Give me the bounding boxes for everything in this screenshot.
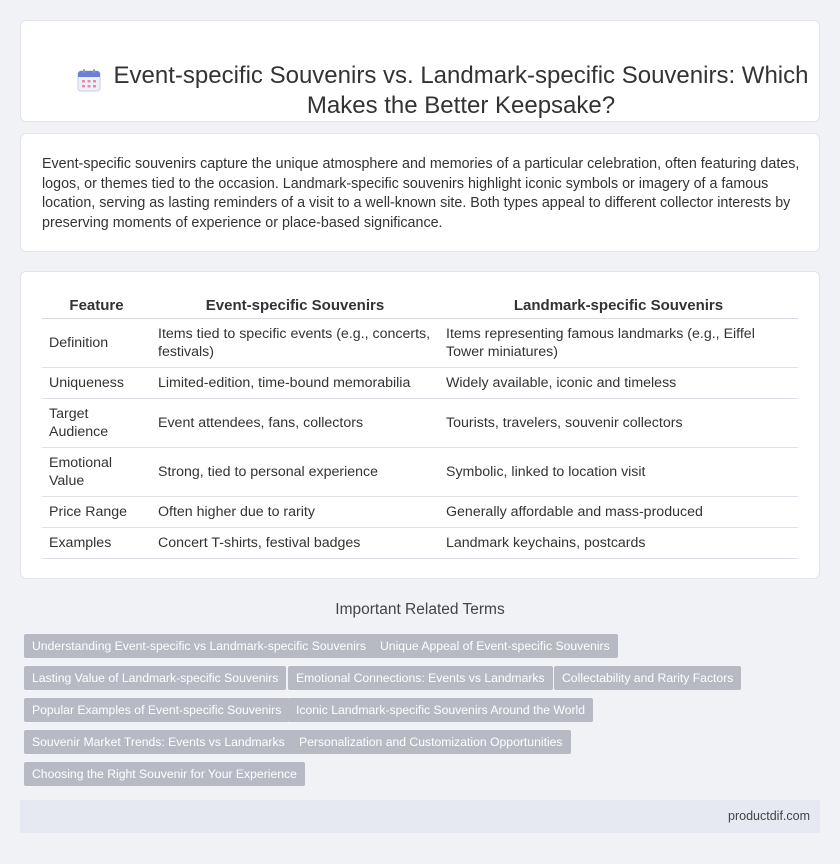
table-cell: Limited-edition, time-bound memorabilia <box>151 367 439 398</box>
page-title: Event-specific Souvenirs vs. Landmark-specific Souvenirs: Which Makes the Better Keepsake? <box>113 62 809 119</box>
table-cell: Definition <box>42 318 151 367</box>
related-terms-heading: Important Related Terms <box>335 601 505 618</box>
table-cell: Event attendees, fans, collectors <box>151 398 439 447</box>
table-row <box>42 447 798 496</box>
related-term-tag[interactable]: Emotional Connections: Events vs Landmarks <box>288 666 553 690</box>
related-term-tag[interactable]: Understanding Event-specific vs Landmark-specific Souvenirs <box>24 634 374 658</box>
table-cell: Target Audience <box>42 398 151 447</box>
table-cell: Symbolic, linked to location visit <box>439 447 798 496</box>
table-cell: Uniqueness <box>42 367 151 398</box>
footer-site-link[interactable]: productdif.com <box>728 809 810 823</box>
table-cell: Items tied to specific events (e.g., concerts, festivals) <box>151 318 439 367</box>
header-event: Event-specific Souvenirs <box>151 294 439 318</box>
related-term-tag[interactable]: Personalization and Customization Opportunities <box>291 730 571 754</box>
related-term-tag[interactable]: Choosing the Right Souvenir for Your Experience <box>24 762 305 786</box>
table-row <box>42 318 798 367</box>
table-cell: Price Range <box>42 496 151 527</box>
related-term-tag[interactable]: Collectability and Rarity Factors <box>554 666 741 690</box>
table-cell: Widely available, iconic and timeless <box>439 367 798 398</box>
table-cell: Strong, tied to personal experience <box>151 447 439 496</box>
table-cell: Generally affordable and mass-produced <box>439 496 798 527</box>
table-header-row <box>42 294 798 318</box>
table-cell: Examples <box>42 527 151 558</box>
table-row <box>42 398 798 447</box>
related-term-tag[interactable]: Lasting Value of Landmark-specific Souvenirs <box>24 666 286 690</box>
header-landmark: Landmark-specific Souvenirs <box>439 294 798 318</box>
related-term-tag[interactable]: Unique Appeal of Event-specific Souvenirs <box>372 634 618 658</box>
table-cell: Tourists, travelers, souvenir collectors <box>439 398 798 447</box>
table-row <box>42 527 798 558</box>
intro-card <box>20 133 820 252</box>
related-term-tag[interactable]: Souvenir Market Trends: Events vs Landmarks <box>24 730 293 754</box>
table-cell: Often higher due to rarity <box>151 496 439 527</box>
table-cell: Landmark keychains, postcards <box>439 527 798 558</box>
intro-paragraph: Event-specific souvenirs capture the unique atmosphere and memories of a particular celebration, often featuring dates, logos, or themes tied to the occasion. Landmark-specific souvenirs highlight iconic symbols or imagery of a famous location, serving as lasting reminders of a visit to a well-known site. Both types appeal to different collector interests by preserving moments of experience or place-based significance. <box>42 156 800 231</box>
table-cell: Concert T-shirts, festival badges <box>151 527 439 558</box>
comparison-table <box>42 294 798 559</box>
table-cell: Items representing famous landmarks (e.g., Eiffel Tower miniatures) <box>439 318 798 367</box>
comparison-table-card <box>20 271 820 579</box>
title-card <box>20 20 820 122</box>
header-feature: Feature <box>42 294 151 318</box>
calendar-icon <box>77 68 101 92</box>
related-term-tag[interactable]: Popular Examples of Event-specific Souvenirs <box>24 698 289 722</box>
table-row <box>42 496 798 527</box>
related-term-tag[interactable]: Iconic Landmark-specific Souvenirs Around the World <box>288 698 593 722</box>
table-cell: Emotional Value <box>42 447 151 496</box>
table-row <box>42 367 798 398</box>
footer <box>20 800 820 833</box>
